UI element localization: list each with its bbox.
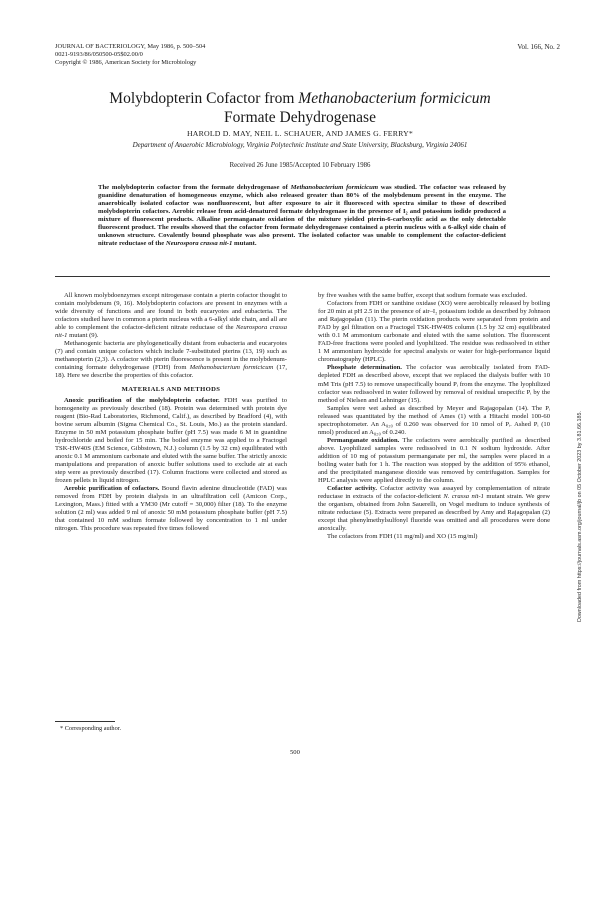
abstract (98, 184, 506, 248)
abstract-part2: was studied. The cofactor was released by guanidine denaturation of homogeneous enzyme, which also released greater than 80% of the molybdenum present in the enzyme. The anaerobically isolated cofactor was nonfluorescent, but after exposure to air it fluoresced with spectra similar to those of described molybdopterin cofactors. Aerobic release from acid-denatured formate dehydrogenase in the presence of I₂ and potassium iodide produced a mixture of fluorescent products. Alkaline permanganate oxidation of the mixture yielded pterin-6-carboxylic acid as the only detectable fluorescent product. The results showed that the cofactor from formate dehydrogenase contained a pterin nucleus with a 6-alkyl side chain of unknown structure. Covalently bound phosphate was also present. The isolated cofactor was unable to complement the cofactor-deficient nitrate reductase of the (98, 184, 506, 248)
volume-label: Vol. 166, No. 2 (517, 43, 560, 51)
title-line1-organism: Methanobacterium formicicum (298, 90, 491, 107)
title-line1-pre: Molybdopterin Cofactor from (109, 90, 299, 107)
r4-heading: Permanganate oxidation. (327, 436, 400, 444)
affiliation: Department of Anaerobic Microbiology, Virginia Polytechnic Institute and State University, Blacksburg, Virginia 24061 (132, 141, 468, 149)
download-note: Downloaded from https://journals.asm.org/journal/jb on 05 October 2023 by 3.81.66.185. (577, 411, 583, 622)
page-number: 500 (290, 749, 300, 756)
copyright-line: Copyright © 1986, American Society for Microbiology (55, 59, 197, 66)
abstract-divider (55, 276, 550, 277)
received-dates: Received 26 June 1985/Accepted 10 February 1986 (229, 162, 371, 169)
intro-paragraph-2 (55, 340, 287, 380)
intro1-text: All known molybdoenzymes except nitrogenase contain a pterin cofactor thought to contain molybdenum (9, 16). Molybdopterin cofactors are present in enzymes with a wide diversity of functions and are found in both eucaryotes and eubacteria. The cofactors studied have in common a pterin nucleus with a 6-alkyl side chain, and all are able to complement the cofactor-deficient nitrate reductase of the (55, 292, 287, 332)
abstract-mutant: Neurospora crassa nit-1 (165, 240, 233, 248)
r4-text: The cofactors were aerobically purified as described above. Lyophilized samples were redissolved in 0.1 N sodium hydroxide. After addition of 10 mg of potassium permanganate per ml, the samples were placed in a boiling water bath for 1 h. The reaction was stopped by the addition of 95% ethanol, and the precipitated manganese dioxide was removed by centrifugation. Samples for HPLC analysis were applied directly to the column. (318, 436, 550, 485)
intro1-organism: Neurospora crassa nit-1 (55, 324, 287, 340)
intro2-organism: Methanobacterium formicicum (189, 364, 274, 372)
left-column (55, 292, 287, 533)
methods-paragraph-2 (55, 485, 287, 533)
m2-heading: Aerobic purification of cofactors. (64, 485, 160, 493)
r2-text: The cofactor was aerobically isolated from FAD-depleted FDH as described above, except that we replaced the dialysis buffer with 10 mM Tris (pH 7.5) to remove unspecifically bound Pᵢ from the enzyme. The lyophilized cofactor was redissolved in water followed by removal of residual unspecific Pᵢ by the method of Nielsen and Lehninger (15). (318, 364, 550, 404)
final-paragraph: The cofactors from FDH (11 mg/ml) and XO (15 mg/ml) (327, 533, 478, 541)
r5-text: Cofactor activity was assayed by complementation of nitrate reductase in extracts of the cofactor-deficient (318, 485, 550, 501)
activity-paragraph (318, 485, 550, 533)
m2-text: Bound flavin adenine dinucleotide (FAD) was removed from FDH by protein dialysis in an ultrafiltration cell (Amicon Corp., Lexington, Mass.) fitted with a YM30 (Mr cutoff = 30,000) filter (18). To the enzyme solution (2 ml) was added 9 ml of anoxic 50 mM potassium phosphate buffer (pH 7.5) that contained 10 mM sodium formate followed by concentration to 1 ml under nitrogen. This procedure was repeated five times followed (55, 485, 287, 533)
title-line2: Formate Dehydrogenase (224, 109, 376, 126)
ashing-paragraph: Samples were wet ashed as described by Meyer and Rajagopalan (14). The Pᵢ released was quantitated by the method of Ames (1) with a Hitachi model 100-60 spectrophotometer. An A₈₂₀ of 0.260 was observed for 10 nmol of Pᵢ. Ashed Pᵢ (10 nmol) produced an A₈₂₀ of 0.240. (318, 404, 550, 436)
methods-heading: MATERIALS AND METHODS (121, 385, 221, 393)
journal-header (55, 43, 355, 67)
download-note-wrapper (577, 411, 587, 902)
permanganate-paragraph (318, 437, 550, 485)
m1-heading: Anoxic purification of the molybdopterin cofactor. (64, 396, 220, 404)
intro-paragraph-1 (55, 292, 287, 340)
cofactor-release-paragraph: Cofactors from FDH or xanthine oxidase (XO) were aerobically released by boiling for 20 min at pH 2.5 in the presence of air–I₂ potassium iodide as described by Johnson and Rajagopalan (11). The pterin oxidation products were separated from protein and FAD by gel filtration on a Fractogel TSK-HW40S column (1.5 by 32 cm) equilibrated with 0.1 M ammonium carbonate and eluted with the same solution. The fluorescent FAD-free fractions were pooled and lyophilized. The residue was redissolved in either 1 M ammonium hydroxide for spectral analysis or water for high-performance liquid chromatography (HPLC). (318, 300, 550, 364)
m1-text: FDH was purified to homogeneity as previously described (18). Protein was determined with protein dye reagent (Bio-Rad Laboratories, Richmond, Calif.), as described by Bradford (4), with bovine serum albumin (Sigma Chemical Co., St. Louis, Mo.) as the protein standard. Enzyme in 50 mM potassium phosphate buffer (pH 7.5) was made 6 M in guanidine hydrochloride and boiled for 15 min. The boiled enzyme was applied to a Fractogel TSK-HW40S (EM Science, Gibbstown, N.J.) column (1.5 by 32 cm) equilibrated with anoxic 0.1 M ammonium carbonate and eluted with the same buffer. The strictly anoxic manipulations and preparation of anoxic buffer solutions used to exclude air at each step were as previously described (17). Column fractions were collected and stored as frozen pellets in liquid nitrogen. (55, 396, 288, 485)
article-title (40, 89, 560, 127)
continued-paragraph: by five washes with the same buffer, except that sodium formate was excluded. (318, 292, 528, 299)
r2-heading: Phosphate determination. (327, 364, 402, 372)
abstract-organism: Methanobacterium formicicum (290, 184, 379, 191)
intro2-text: Methanogenic bacteria are phylogenetically distant from eubacteria and eucaryotes (7) and contain unique cofactors which include 7-substituted pterins (13, 19) such as methanopterin (2,3). A cofactor with pterin fluorescence is present in the molybdenum-containing formate dehydrogenase (FDH) from (55, 340, 287, 372)
journal-line: JOURNAL OF BACTERIOLOGY, May 1986, p. 500–504 (55, 43, 206, 50)
phosphate-paragraph (318, 364, 550, 404)
r5-heading: Cofactor activity. (327, 485, 378, 493)
footnote: * Corresponding author. (60, 725, 122, 732)
abstract-part3: mutant. (232, 240, 257, 248)
right-column (318, 292, 550, 541)
intro2-end: (17, 18). Here we describe the properties of this cofactor. (55, 364, 287, 380)
issn-line: 0021-9193/86/050500-05$02.00/0 (55, 51, 143, 58)
intro1-end: mutant (9). (67, 332, 99, 340)
abstract-part1: The molybdopterin cofactor from the formate dehydrogenase of (98, 184, 291, 191)
r5-end: mutant strain. We grew the organism, obtained from John Sauerelli, on Vogel medium to induce synthesis of nitrate reductase (5). Extracts were prepared as described by Amy and Rajagopalan (2) except that phenylmethylsulfonyl fluoride was omitted and all procedures were done anoxically. (318, 493, 551, 533)
r5-organism: N. crassa nit-1 (443, 493, 484, 501)
methods-paragraph-1 (55, 397, 287, 486)
footnote-divider (55, 721, 115, 722)
authors: HAROLD D. MAY, NEIL L. SCHAUER, AND JAMES G. FERRY* (186, 129, 414, 138)
